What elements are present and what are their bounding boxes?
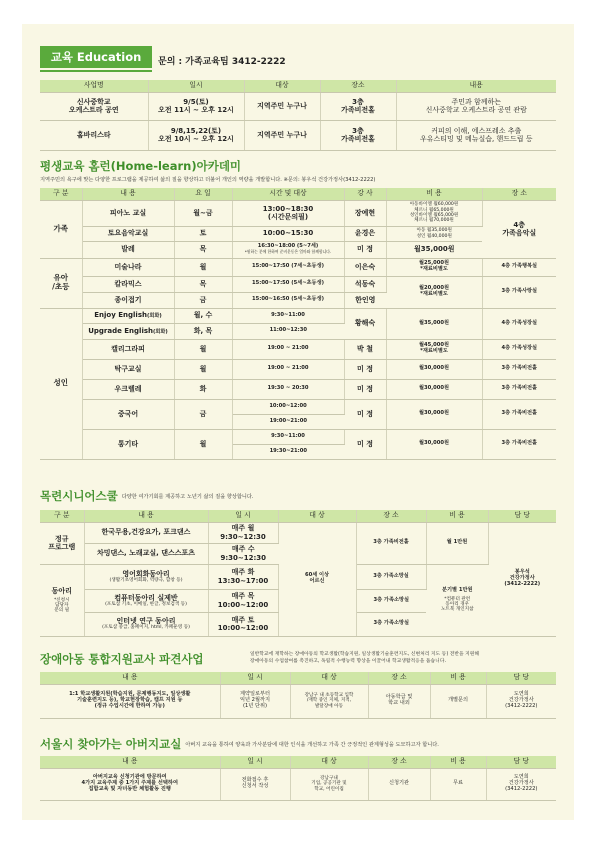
group-label: 프로그램	[48, 543, 76, 551]
program-place: 3층	[352, 97, 364, 106]
father-target: 강남구내	[320, 776, 338, 782]
senior-content: 인터넷 연구 동아리	[116, 617, 176, 626]
father-content: 4가지 교육주제 중 1가지 주제를 선택하여	[81, 780, 178, 787]
class-fee: 성인 월40,000원	[416, 233, 452, 239]
col-header: 대 상	[290, 672, 368, 684]
col-header: 장 소	[482, 188, 556, 200]
disabled-place: 학교 내외	[388, 700, 410, 706]
class-fee: 월35,000원	[386, 308, 482, 339]
program-time: 오전 11시 ~ 오후 12시	[158, 106, 234, 114]
table-row	[40, 120, 556, 150]
table-row	[40, 226, 556, 241]
class-time: 10:00~15:30	[232, 226, 344, 241]
class-name-sub: (회화)	[153, 328, 168, 335]
class-name: 토요음악교실	[82, 226, 174, 241]
class-place: 4층 가족행복실	[482, 258, 556, 276]
table-row	[40, 429, 556, 444]
class-time: 16:30~18:00 (5~7세)	[257, 243, 319, 250]
senior-place: 3층 가족소망실	[356, 589, 426, 612]
class-time: (시간문의필)	[267, 213, 309, 221]
education-table	[40, 80, 556, 151]
senior-contact: 건강가정사	[509, 575, 535, 582]
col-header: 대 상	[290, 756, 368, 768]
disabled-target: 강남구 내 초등학교 입학	[304, 693, 354, 699]
father-section	[40, 736, 439, 752]
disabled-time: 익년 2월까지	[239, 697, 270, 704]
col-header: 구 분	[40, 188, 82, 200]
class-day: 목	[174, 276, 232, 292]
class-teacher: 박 철	[344, 339, 386, 359]
senior-fee: 분기별 1만원	[442, 586, 473, 593]
table-row	[40, 399, 556, 414]
program-name: 오케스트라 공연	[68, 106, 119, 114]
class-place: 3층 가족비전홀	[482, 379, 556, 399]
class-day: 월	[174, 359, 232, 379]
class-time: 9:30~11:00	[232, 429, 344, 444]
class-teacher: 미 정	[344, 241, 386, 258]
father-content: 아버지교육 신청기관에 방문하여	[92, 774, 167, 781]
class-name: 종이접기	[82, 292, 174, 308]
senior-fee-note: 동아리 경우	[445, 601, 470, 607]
class-fee: *재료비별도	[420, 266, 448, 272]
col-header: 내 용	[40, 672, 220, 684]
senior-content: 컴퓨터동아리 실제반	[114, 593, 178, 602]
program-place: 가족비전홀	[341, 135, 375, 143]
class-name: 피아노 교실	[82, 200, 174, 226]
senior-time: 매주 목	[231, 592, 255, 601]
disabled-target: /재학 중인 지체, 지적,	[306, 698, 352, 704]
class-time: 19:30~21:00	[232, 444, 344, 459]
class-name: 발레	[82, 241, 174, 258]
homelearn-table	[40, 188, 556, 460]
col-header: 비 용	[386, 188, 482, 200]
col-header: 담 당	[488, 510, 556, 522]
class-day: 금	[174, 399, 232, 429]
class-name: 우크렐레	[82, 379, 174, 399]
table-row	[40, 308, 556, 323]
father-place: 신청기관	[368, 768, 430, 800]
col-header: 일 시	[220, 672, 290, 684]
program-place: 3층	[352, 126, 364, 135]
homelearn-description: 지역주민의 욕구에 맞는 다양한 프로그램을 제공하여 삶의 질을 향상하고 더불어 개인의 역량을 개발합니다. ※문의: 봉우석 건강가정사(3412-2222)	[40, 177, 376, 183]
class-fee: 월30,000원	[386, 399, 482, 429]
senior-target: 60세 이상	[304, 572, 330, 579]
class-time: 19:00 ~ 21:00	[232, 339, 344, 359]
senior-time: 매주 월	[231, 524, 255, 533]
col-header: 비 용	[426, 510, 488, 522]
senior-time: 10:00~12:00	[217, 624, 269, 632]
class-teacher: 장예현	[344, 200, 386, 226]
col-header: 일 시	[208, 510, 278, 522]
class-fee: 체르니 월65,000원	[414, 207, 454, 213]
class-time: 13:00~18:30	[262, 204, 314, 213]
class-name: 중국어	[82, 399, 174, 429]
col-header: 비 용	[430, 672, 486, 684]
col-header: 내 용	[40, 756, 220, 768]
class-name: 통기타	[82, 429, 174, 459]
desc-line: 일반학교에 재학하는 장애아동의 학교생활(학습지원, 일상생활기술훈련지도, 신변처리 지도 등) 전반을 지원해	[250, 652, 480, 657]
class-teacher: 석동숙	[344, 276, 386, 292]
class-place: 3층 가족사랑실	[482, 276, 556, 308]
senior-time: 매주 수	[231, 545, 255, 554]
disabled-content: 기술훈련지도 등), 학교현장학습, 캠프 지원 등	[76, 697, 183, 704]
class-name: Enjoy English	[94, 311, 147, 320]
education-badge: 교육 Education	[40, 46, 152, 68]
col-header: 구 분	[40, 510, 84, 522]
disabled-contact: 건강가정사	[508, 697, 534, 704]
group-note: *신청시	[53, 597, 70, 603]
page-background	[22, 24, 574, 820]
senior-target: 어르신	[309, 578, 325, 584]
table-row	[40, 379, 556, 399]
group-label: /초등	[52, 282, 70, 291]
father-table	[40, 756, 556, 801]
class-place: 4층 가족성장실	[482, 339, 556, 359]
col-header: 강 사	[344, 188, 386, 200]
father-target: 기업, 공공기관 및	[311, 781, 347, 787]
senior-contact: (3412-2222)	[504, 580, 541, 587]
desc-line: 장애아동의 수업참여를 촉진하고, 독립적 수행능력 향상을 이끌어내 학교생활적응을 돕습니다.	[250, 659, 446, 664]
table-row	[40, 241, 556, 258]
senior-contact: 봉우석	[514, 569, 530, 576]
father-time: 신청서 작성	[241, 783, 269, 789]
class-day: 토	[174, 226, 232, 241]
disabled-fee: 개별문의	[430, 684, 486, 718]
class-name: 칼라믹스	[82, 276, 174, 292]
disabled-time: 계약일로부터	[239, 691, 271, 698]
homelearn-title: 평생교육 홈런(Home-learn)아카데미	[40, 159, 242, 173]
senior-content: 영어회화동아리	[122, 569, 170, 578]
col-header: 내용	[396, 80, 556, 92]
group-note: 문의 필	[54, 608, 70, 614]
disabled-time: (1년 단위)	[242, 702, 268, 709]
group-label: 성인	[40, 308, 82, 459]
disabled-title: 장애아동 통합지원교사 파견사업	[40, 652, 204, 666]
senior-time: 매주 화	[231, 568, 255, 577]
col-header: 대 상	[278, 510, 356, 522]
senior-time: 9:30~12:30	[220, 553, 267, 562]
program-place: 가족비전홀	[341, 106, 375, 114]
class-day: 화	[174, 379, 232, 399]
group-label: 정규	[54, 534, 69, 543]
class-fee: 체르니 월70,000원	[414, 218, 454, 224]
class-fee: 월30,000원	[386, 359, 482, 379]
class-day: 월	[174, 258, 232, 276]
education-inquiry: 문의 : 가족교육팀 3412-2222	[158, 57, 286, 67]
disabled-content: (정규 수업시간에 한하여 가능)	[94, 702, 165, 709]
disabled-description	[250, 650, 479, 664]
class-teacher: 미 정	[344, 399, 386, 429]
class-teacher: 미 정	[344, 359, 386, 379]
class-day: 월~금	[174, 200, 232, 226]
col-header: 일 시	[220, 756, 290, 768]
col-header: 장 소	[356, 510, 426, 522]
class-fee: 아동 월35,000원	[416, 228, 452, 234]
father-contact: 도연희	[513, 774, 529, 781]
senior-time: 13:30~17:00	[217, 576, 269, 585]
col-header: 장 소	[368, 672, 430, 684]
class-place: 3층 가족비전홀	[482, 399, 556, 429]
table-row	[40, 768, 556, 800]
group-label: 유아	[53, 273, 68, 283]
class-fee: 성인바이엘 월65,000원	[409, 213, 459, 218]
class-fee: 월30,000원	[386, 429, 482, 459]
table-row	[40, 684, 556, 718]
class-day: 화, 목	[174, 323, 232, 339]
col-header: 일시	[148, 80, 244, 92]
class-day: 월, 수	[174, 308, 232, 323]
class-place: 4층 가족성장실	[482, 308, 556, 339]
disabled-table	[40, 672, 556, 719]
group-note: 담당자	[55, 602, 69, 608]
disabled-contact: 도연희	[513, 691, 529, 698]
col-header: 요 일	[174, 188, 232, 200]
class-name: 미술나라	[82, 258, 174, 276]
class-teacher: 미 정	[344, 379, 386, 399]
father-fee: 무료	[430, 768, 486, 800]
program-name: 홈바리스타	[40, 120, 148, 150]
col-header: 시간 및 대상	[232, 188, 344, 200]
class-teacher: 황해숙	[344, 308, 386, 339]
class-time: 9:30~11:00	[232, 308, 344, 323]
senior-place: 3층 가족소망실	[356, 564, 426, 589]
class-time: 11:00~12:30	[232, 323, 344, 339]
class-day: 금	[174, 292, 232, 308]
class-name-sub: (회화)	[146, 313, 162, 320]
group-label: 가족	[40, 200, 82, 258]
col-header: 사업명	[40, 80, 148, 92]
table-row	[40, 92, 556, 120]
group-label: 동아리	[51, 586, 72, 595]
class-fee: 아동바이엘 월60,000원	[409, 202, 459, 208]
senior-content: 한국무용,건강요가, 포크댄스	[84, 522, 208, 543]
table-row	[40, 339, 556, 359]
col-header: 내 용	[84, 510, 208, 522]
program-content: 주민과 함께하는	[451, 97, 502, 106]
class-fee: 월20,000원	[418, 285, 450, 292]
senior-fee-note: 노트북 개인지참	[440, 607, 474, 613]
class-time: 15:00~16:50 (5세~초등생)	[232, 292, 344, 308]
father-description: 아버지 교육을 통하여 양육과 가사분담에 대한 인식을 개선하고 가족 간 긍정적인 관계형성을 도모하고자 합니다.	[185, 742, 439, 748]
class-fee: *재료비별도	[420, 348, 448, 354]
program-name: 신사중학교	[76, 97, 111, 106]
senior-content-sub: (포토샵 중급, 홈페이지, html, 카페운영 등)	[102, 625, 190, 631]
class-teacher: 한인영	[344, 292, 386, 308]
program-content: 우유스티밍 및 메뉴실습, 핸드드립 등	[419, 135, 533, 143]
senior-fee: 월 1만원	[426, 522, 488, 564]
senior-time: 9:30~12:30	[220, 532, 266, 541]
col-header: 담 당	[486, 672, 556, 684]
class-day: 월	[174, 339, 232, 359]
class-name: Upgrade English	[88, 326, 154, 335]
class-place: 4층	[513, 220, 526, 229]
class-time: 15:00~17:50 (5세~초등생)	[232, 276, 344, 292]
class-time: 19:30 ~ 20:30	[232, 379, 344, 399]
col-header: 대상	[244, 80, 320, 92]
senior-time: 10:00~12:00	[217, 600, 269, 609]
senior-time: 매주 토	[231, 615, 255, 624]
class-day: 월	[174, 429, 232, 459]
table-row	[40, 522, 556, 543]
class-place: 3층 가족비전홀	[482, 359, 556, 379]
program-target: 지역주민 누구나	[244, 120, 320, 150]
class-day: 목	[174, 241, 232, 258]
table-row	[40, 258, 556, 276]
class-fee: 월25,000원	[418, 260, 450, 267]
class-time: 10:00~12:00	[232, 399, 344, 414]
program-time: 오전 10시 ~ 오후 12시	[158, 135, 234, 143]
father-target: 학교, 어린이집	[314, 786, 344, 792]
table-row	[40, 276, 556, 292]
table-row	[40, 359, 556, 379]
class-time: 19:00~21:00	[232, 414, 344, 429]
program-target: 지역주민 누구나	[244, 92, 320, 120]
class-fee: 월30,000원	[386, 379, 482, 399]
class-teacher: 미 정	[344, 429, 386, 459]
class-place: 3층 가족비전홀	[482, 429, 556, 459]
disabled-contact: (3412-2222)	[505, 702, 538, 709]
senior-table	[40, 510, 556, 637]
class-fee: 월35,000원	[386, 241, 482, 258]
class-time: 15:00~17:50 (7세~초등생)	[232, 258, 344, 276]
col-header: 내 용	[82, 188, 174, 200]
senior-section	[40, 488, 254, 504]
senior-content-sub: (생활기초영어회화, 역량극, 합창 등)	[109, 577, 183, 583]
col-header: 비 용	[430, 756, 486, 768]
program-time: 9/8,15,22(토)	[170, 126, 222, 135]
program-time: 9/5(토)	[183, 97, 209, 106]
senior-title: 목련시니어스쿨	[40, 489, 118, 503]
father-time: 전화접수 후	[241, 777, 269, 784]
table-row	[40, 200, 556, 226]
col-header: 장 소	[368, 756, 430, 768]
senior-description: 다양한 여가기회를 제공하고 노년기 삶의 질을 향상합니다.	[121, 494, 254, 500]
father-content: 집합교육 및 자녀동반 체험활동 진행	[88, 785, 171, 792]
class-fee: 월45,000원	[418, 342, 450, 349]
disabled-content: 1:1 학교생활지원(학습지원, 문제행동지도, 일상생활	[69, 691, 191, 698]
senior-fee-note: *컴퓨터 관련	[444, 596, 471, 602]
class-teacher: 윤경은	[344, 226, 386, 241]
senior-content: 차밍댄스, 노래교실, 댄스스포츠	[84, 543, 208, 564]
col-header: 담 당	[486, 756, 556, 768]
father-title: 서울시 찾아가는 아버지교실	[40, 737, 182, 751]
col-header: 장소	[320, 80, 396, 92]
class-teacher: 이은숙	[344, 258, 386, 276]
program-content: 신사중학교 오케스트라 공연 관람	[425, 106, 527, 114]
badge-underline	[40, 70, 152, 72]
father-contact: (3412-2222)	[505, 785, 538, 792]
class-name: 탁구교실	[82, 359, 174, 379]
class-time: 19:00 ~ 21:00	[232, 359, 344, 379]
disabled-place: 아동학급 및	[385, 694, 413, 701]
disabled-target: 발달장애 아동	[314, 703, 344, 709]
class-place: 가족음악실	[502, 229, 537, 237]
senior-place: 3층 가족소망실	[356, 612, 426, 636]
senior-content-sub: (포토샵 기초, 이메일, 한글, 정보검색 등)	[105, 601, 187, 607]
father-contact: 건강가정사	[508, 780, 534, 787]
program-content: 커피의 이해, 에스프레소 추출	[431, 126, 522, 135]
class-name: 캘리그라피	[82, 339, 174, 359]
class-fee: *재료비별도	[420, 291, 448, 297]
senior-place: 3층 가족비전홀	[356, 522, 426, 564]
class-note: *원하는 분에 한하여 준비운동은 엄마와 함께합니다.	[244, 249, 332, 255]
